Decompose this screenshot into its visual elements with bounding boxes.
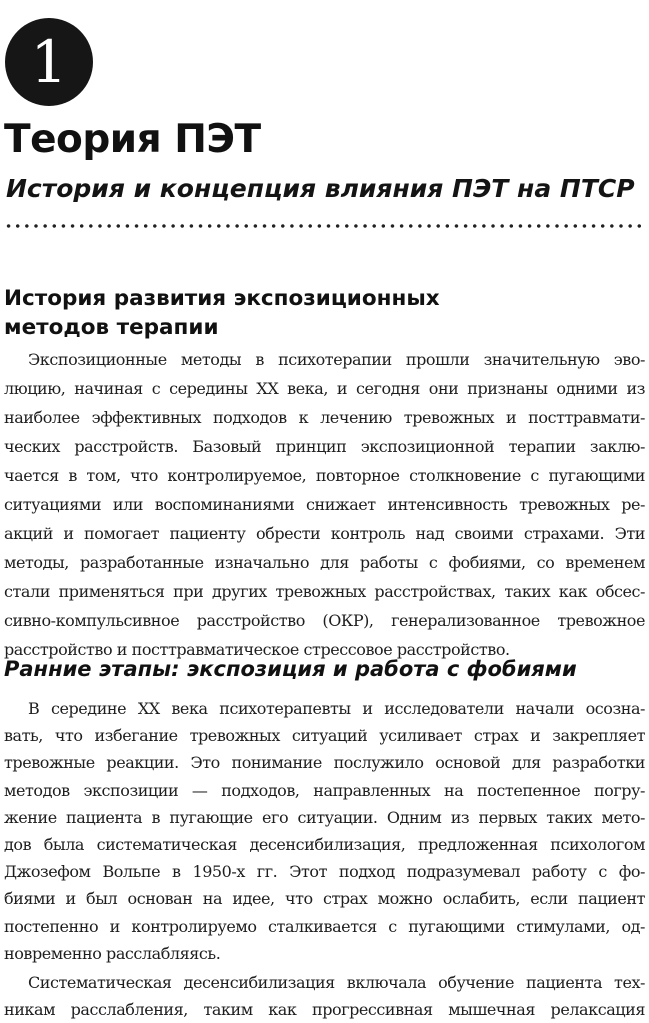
paragraph-line: акций и помогает пациенту обрести контроль над своими страхами. Эти [4, 524, 645, 543]
chapter-subtitle: История и концепция влияния ПЭТ на ПТСР [6, 174, 635, 203]
paragraph-line: наиболее эффективных подходов к лечению тревожных и посттравмати- [4, 408, 645, 427]
subsection-title: Ранние этапы: экспозиция и работа с фобиями [4, 657, 577, 681]
paragraph-line: Экспозиционные методы в психотерапии прошли значительную эво- [28, 350, 645, 369]
paragraph-line: стали применяться при других тревожных расстройствах, таких как обсес- [4, 582, 645, 601]
paragraph-line: расстройство и посттравматическое стрессовое расстройство. [4, 640, 510, 659]
paragraph-line: биями и был основан на идее, что страх можно ослабить, если пациент [4, 889, 645, 909]
paragraph-line: Систематическая десенсибилизация включала обучение пациента тех- [28, 973, 645, 992]
section-title-line-2: методов терапии [4, 315, 219, 340]
paragraph-line: постепенно и контролируемо сталкивается с пугающими стимулами, од- [4, 916, 645, 936]
paragraph-line: Джозефом Вольпе в 1950-х гг. Этот подход подразумевал работу с фо- [4, 862, 645, 882]
section-title-line-1: История развития экспозиционных [4, 286, 440, 311]
dotted-divider [4, 223, 645, 229]
paragraph-line: чается в том, что контролируемое, повторное столкновение с пугающими [4, 466, 645, 485]
paragraph-line: сивно-компульсивное расстройство (ОКР), генерализованное тревожное [4, 611, 645, 630]
paragraph-line: ческих расстройств. Базовый принцип экспозиционной терапии заклю- [4, 437, 645, 456]
paragraph-line: новременно расслабляясь. [4, 943, 221, 963]
paragraph-line: методы, разработанные изначально для работы с фобиями, со временем [4, 553, 645, 572]
paragraph-line: вать, что избегание тревожных ситуаций усиливает страх и закрепляет [4, 726, 645, 746]
paragraph-line: дов была систематическая десенсибилизация, предложенная психологом [4, 835, 645, 854]
paragraph-line: методов экспозиции — подходов, направленных на постепенное погру- [4, 780, 645, 800]
paragraph-line: ситуациями или воспоминаниями снижает интенсивность тревожных ре- [4, 495, 645, 514]
paragraph-line: люцию, начиная с середины XX века, и сегодня они признаны одними из [4, 379, 645, 398]
paragraph-line: жение пациента в пугающие его ситуации. Одним из первых таких мето- [4, 807, 645, 827]
chapter-number-badge [5, 18, 93, 106]
section-title [4, 284, 440, 342]
paragraph-line: В середине XX века психотерапевты и исследователи начали осозна- [28, 699, 645, 718]
paragraph-line: тревожные реакции. Это понимание послужило основой для разработки [4, 753, 645, 773]
chapter-title: Теория ПЭТ [4, 117, 261, 162]
paragraph-line: никам расслабления, таким как прогрессивная мышечная релаксация [4, 1000, 645, 1020]
chapter-number: 1 [30, 28, 68, 96]
